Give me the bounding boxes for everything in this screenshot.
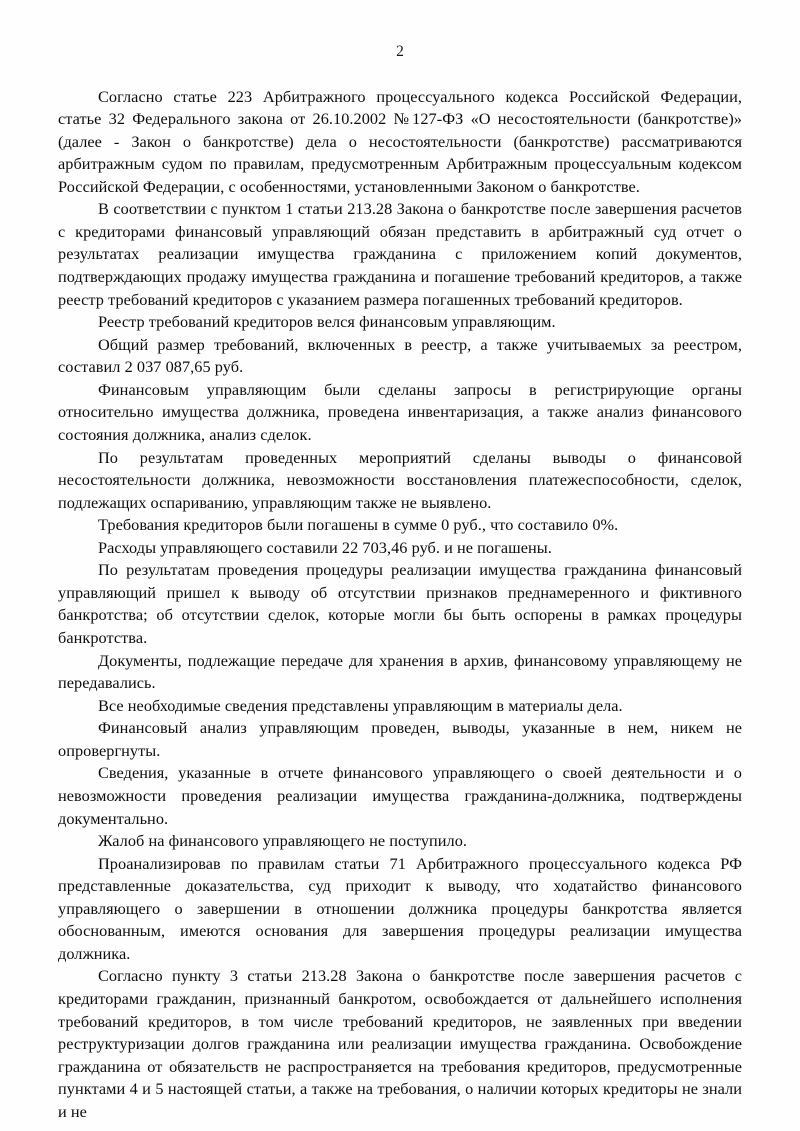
- paragraph: Согласно пункту 3 статьи 213.28 Закона о банкротстве после завершения расчетов с кредиторами гражданин, признанный банкротом, освобождается от дальнейшего исполнения требований кредиторов, в том числе требований кредиторов, не заявленных при введении реструктуризации долгов гражданина или реализации имущества гражданина. Освобождение гражданина от обязательств не распространяется на требования кредиторов, предусмотренные пунктами 4 и 5 настоящей статьи, а также на требования, о наличии которых кредиторы не знали и не: [58, 966, 742, 1121]
- paragraph: Жалоб на финансового управляющего не поступило.: [98, 831, 468, 851]
- paragraph: Финансовый анализ управляющим проведен, выводы, указанные в нем, никем не опровергнуты.: [58, 718, 742, 760]
- paragraph: Расходы управляющего составили 22 703,46 руб. и не погашены.: [98, 537, 552, 557]
- paragraph: В соответствии с пунктом 1 статьи 213.28 Закона о банкротстве после завершения расчетов с кредиторами финансовый управляющий обязан представить в арбитражный суд отчет о результатах реализации имущества гражданина с приложением копий документов, подтверждающих продажу имущества гражданина и погашение требований кредиторов, а также реестр требований кредиторов с указанием размера погашенных требований кредиторов.: [58, 199, 742, 309]
- paragraph: Сведения, указанные в отчете финансового управляющего о своей деятельности и о невозможности проведения реализации имущества гражданина-должника, подтверждены документально.: [58, 763, 742, 828]
- paragraph: Проанализировав по правилам статьи 71 Арбитражного процессуального кодекса РФ представленные доказательства, суд приходит к выводу, что ходатайство финансового управляющего о завершении в отношении должника процедуры банкротства является обоснованным, имеются основания для завершения процедуры реализации имущества должника.: [58, 853, 742, 963]
- paragraph: Финансовым управляющим были сделаны запросы в регистрирующие органы относительно имущества должника, проведена инвентаризация, а также анализ финансового состояния должника, анализ сделок.: [58, 379, 742, 444]
- paragraph: Общий размер требований, включенных в реестр, а также учитываемых за реестром, составил 2 037 087,65 руб.: [58, 334, 742, 377]
- document-body: [58, 86, 742, 1124]
- paragraph: По результатам проведения процедуры реализации имущества гражданина финансовый управляющий пришел к выводу об отсутствии признаков преднамеренного и фиктивного банкротства; об отсутствии сделок, которые могли бы быть оспорены в рамках процедуры банкротства.: [58, 560, 742, 647]
- page-number: 2: [396, 43, 404, 60]
- paragraph: Требования кредиторов были погашены в сумме 0 руб., что составило 0%.: [98, 515, 619, 535]
- paragraph: Реестр требований кредиторов велся финансовым управляющим.: [98, 312, 556, 332]
- paragraph: Все необходимые сведения представлены управляющим в материалы дела.: [98, 695, 623, 715]
- paragraph: Документы, подлежащие передаче для хранения в архив, финансовому управляющему не передавались.: [58, 650, 742, 693]
- paragraph: По результатам проведенных мероприятий сделаны выводы о финансовой несостоятельности должника, невозможности восстановления платежеспособности, сделок, подлежащих оспариванию, управляющим также не выявлено.: [58, 447, 742, 512]
- paragraph: Согласно статье 223 Арбитражного процессуального кодекса Российской Федерации, статье 32 Федерального закона от 26.10.2002 №127-ФЗ «О несостоятельности (банкротстве)» (далее - Закон о банкротстве) дела о несостоятельности (банкротстве) рассматриваются арбитражным судом по правилам, предусмотренным Арбитражным процессуальным кодексом Российской Федерации, с особенностями, установленными Законом о банкротстве.: [58, 86, 742, 196]
